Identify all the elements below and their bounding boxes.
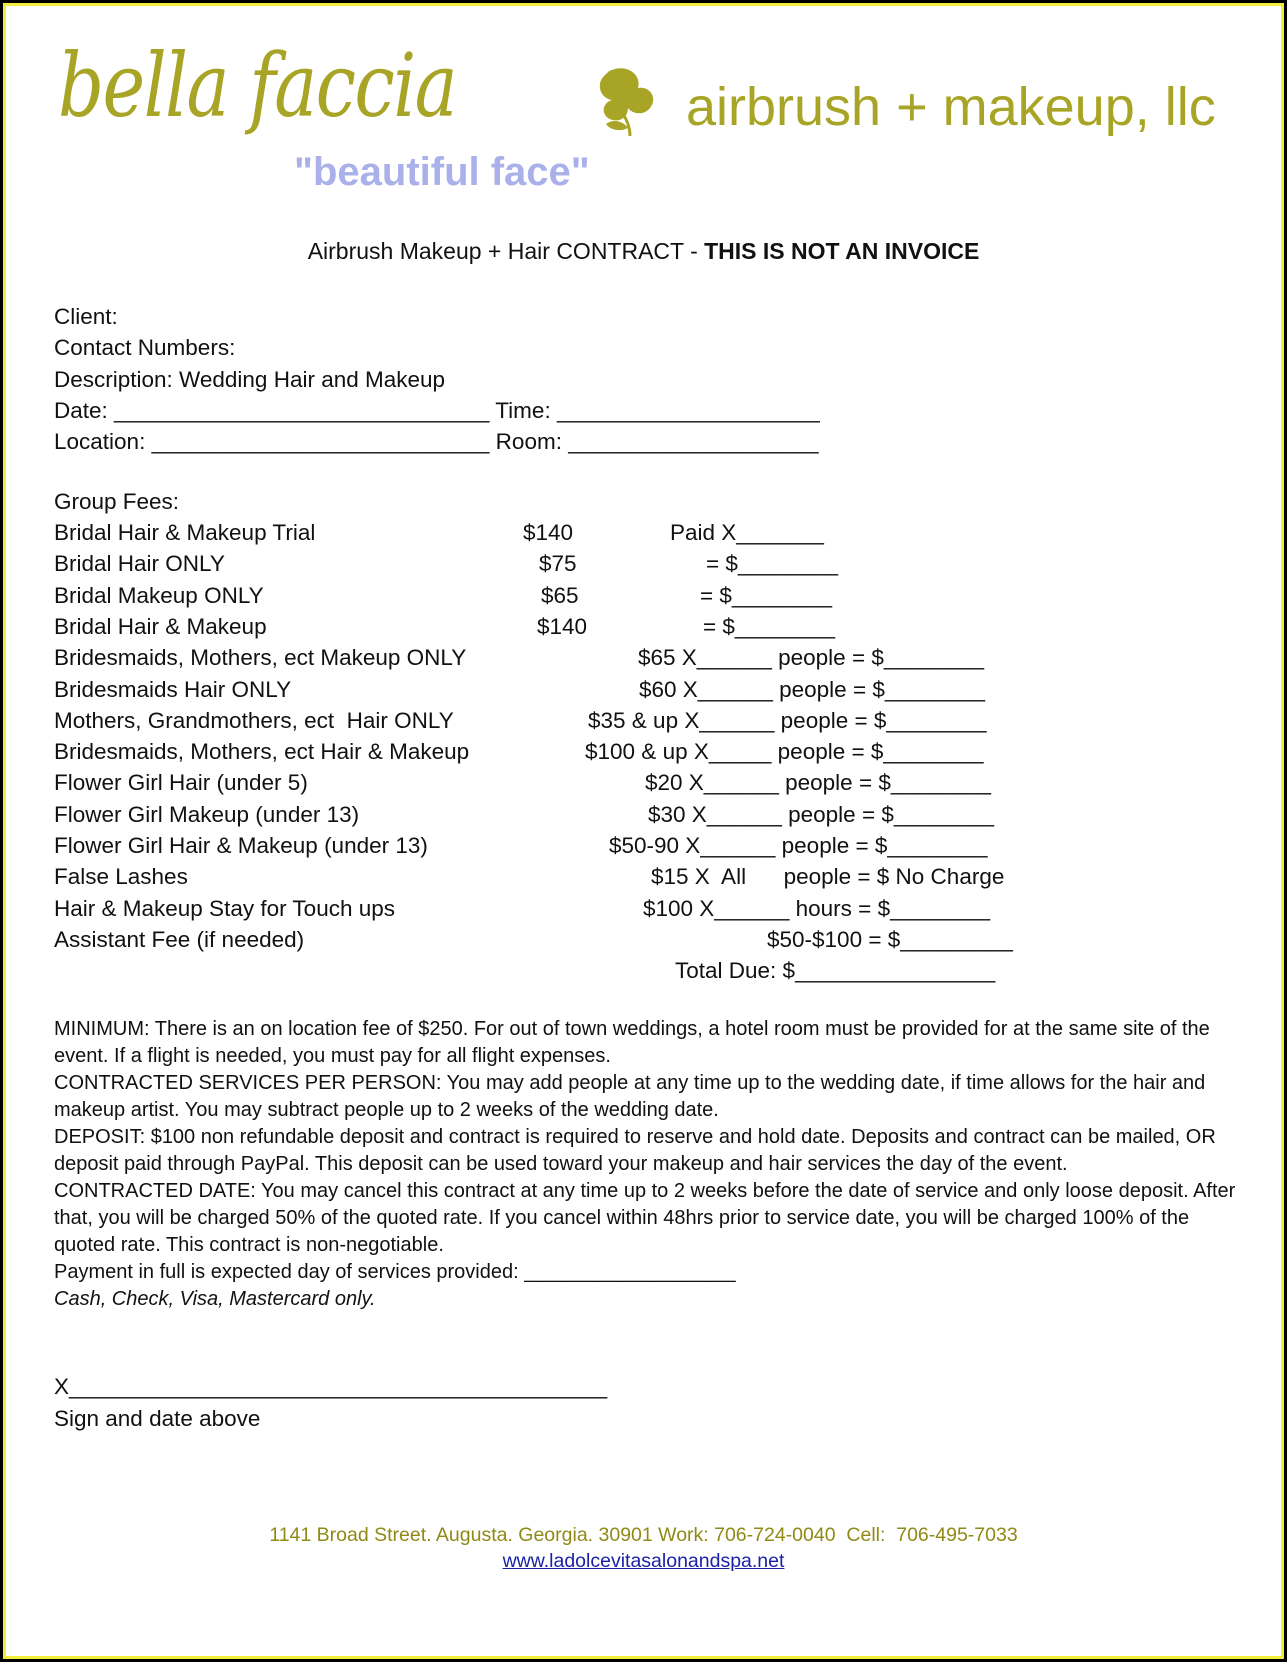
terms bbox=[54, 1016, 1244, 1313]
fee-label: Flower Girl Hair (under 5) bbox=[54, 770, 308, 796]
term-minimum: MINIMUM: There is an on location fee of $250. For out of town weddings, a hotel room must be provided for at the same site of the event. If a flight is needed, you must pay for all flight expenses. bbox=[54, 1018, 1210, 1067]
flower-logo-icon bbox=[592, 64, 660, 138]
fee-calculation[interactable]: $20 X______ people = $________ bbox=[645, 770, 991, 796]
total-due: Total Due: $________________ bbox=[675, 958, 996, 983]
fee-label: Flower Girl Makeup (under 13) bbox=[54, 801, 360, 827]
fee-label: Assistant Fee (if needed) bbox=[54, 926, 305, 952]
fee-calculation[interactable]: = $________ bbox=[706, 551, 839, 577]
client-field[interactable]: Client: bbox=[54, 304, 118, 329]
client-field[interactable]: Contact Numbers: bbox=[54, 335, 236, 361]
fee-calculation[interactable]: $50-$100 = $_________ bbox=[767, 926, 1013, 952]
fee-calculation[interactable]: $65 X______ people = $________ bbox=[638, 645, 984, 671]
signature-label: Sign and date above bbox=[54, 1406, 261, 1431]
fee-label: Bridesmaids Hair ONLY bbox=[54, 676, 292, 702]
logo-name: bella faccia bbox=[58, 34, 456, 137]
client-field[interactable]: Description: Wedding Hair and Makeup bbox=[54, 366, 446, 392]
fee-calculation[interactable]: Paid X_______ bbox=[670, 520, 824, 545]
fee-calculation[interactable]: $100 X______ hours = $________ bbox=[643, 895, 991, 921]
fee-label: Bridesmaids, Mothers, ect Makeup ONLY bbox=[54, 645, 467, 671]
fee-label: Bridesmaids, Mothers, ect Hair & Makeup bbox=[54, 739, 470, 765]
title-text: Airbrush Makeup + Hair CONTRACT - bbox=[307, 238, 705, 264]
company-name: airbrush + makeup, llc bbox=[686, 77, 1216, 137]
term-deposit: DEPOSIT: $100 non refundable deposit and contract is required to reserve and hold date. Deposits and contract can be mailed, OR deposit paid through PayPal. This deposit can be used toward your makeup and hair services the day of the event. bbox=[54, 1126, 1216, 1175]
fee-label: Hair & Makeup Stay for Touch ups bbox=[54, 895, 396, 921]
fee-calculation[interactable]: = $________ bbox=[703, 613, 836, 639]
fee-label: Bridal Hair ONLY bbox=[54, 551, 225, 577]
term-contracted-services: CONTRACTED SERVICES PER PERSON: You may add people at any time up to the wedding date, if time allows for the hair and makeup artist. You may subtract people up to 2 weeks of the wedding date. bbox=[54, 1072, 1206, 1121]
fee-calculation[interactable]: $35 & up X______ people = $________ bbox=[588, 707, 987, 733]
fee-calculation[interactable]: = $________ bbox=[700, 582, 833, 608]
title-bold-text: THIS IS NOT AN INVOICE bbox=[704, 238, 980, 264]
contract-page bbox=[3, 3, 1284, 1659]
term-contracted-date: CONTRACTED DATE: You may cancel this contract at any time up to 2 weeks before the date of service and only loose deposit. After that, you will be charged 50% of the quoted rate. If you cancel within 48hrs prior to service date, you will be charged 100% of the quoted rate. This contract is non-negotiable. bbox=[54, 1180, 1236, 1256]
fee-label: Mothers, Grandmothers, ect Hair ONLY bbox=[54, 707, 454, 733]
fee-calculation[interactable]: $15 X All people = $ No Charge bbox=[651, 864, 1005, 890]
fee-price: $140 bbox=[523, 520, 574, 545]
signature-line[interactable]: X___________________________________________ bbox=[54, 1374, 608, 1399]
client-field[interactable]: Date: ______________________________ Time: _____________________ bbox=[54, 397, 820, 423]
fee-calculation[interactable]: $50-90 X______ people = $________ bbox=[609, 833, 988, 858]
fee-label: False Lashes bbox=[54, 864, 188, 890]
client-field[interactable]: Location: ___________________________ Room: ____________________ bbox=[54, 429, 819, 455]
fee-price: $75 bbox=[539, 551, 577, 577]
document-title bbox=[6, 238, 1281, 265]
fee-label: Flower Girl Hair & Makeup (under 13) bbox=[54, 833, 428, 858]
fee-label: Bridal Hair & Makeup bbox=[54, 613, 267, 639]
fee-label: Bridal Makeup ONLY bbox=[54, 582, 264, 608]
footer-website-link[interactable]: www.ladolcevitasalonandspa.net bbox=[502, 1550, 785, 1572]
fee-price: $140 bbox=[537, 613, 588, 639]
group-fees-label: Group Fees: bbox=[54, 489, 180, 514]
payment-methods: Cash, Check, Visa, Mastercard only. bbox=[54, 1288, 376, 1310]
term-payment: Payment in full is expected day of services provided: ___________________ bbox=[54, 1261, 736, 1283]
fee-calculation[interactable]: $100 & up X_____ people = $________ bbox=[585, 739, 984, 765]
fee-label: Bridal Hair & Makeup Trial bbox=[54, 520, 316, 545]
footer-address: 1141 Broad Street. Augusta. Georgia. 30901 Work: 706-724-0040 Cell: 706-495-7033 bbox=[269, 1524, 1018, 1546]
fee-calculation[interactable]: $60 X______ people = $________ bbox=[639, 676, 985, 702]
logo-tagline: "beautiful face" bbox=[294, 150, 590, 194]
fee-calculation[interactable]: $30 X______ people = $________ bbox=[648, 801, 994, 827]
fee-price: $65 bbox=[541, 582, 579, 608]
